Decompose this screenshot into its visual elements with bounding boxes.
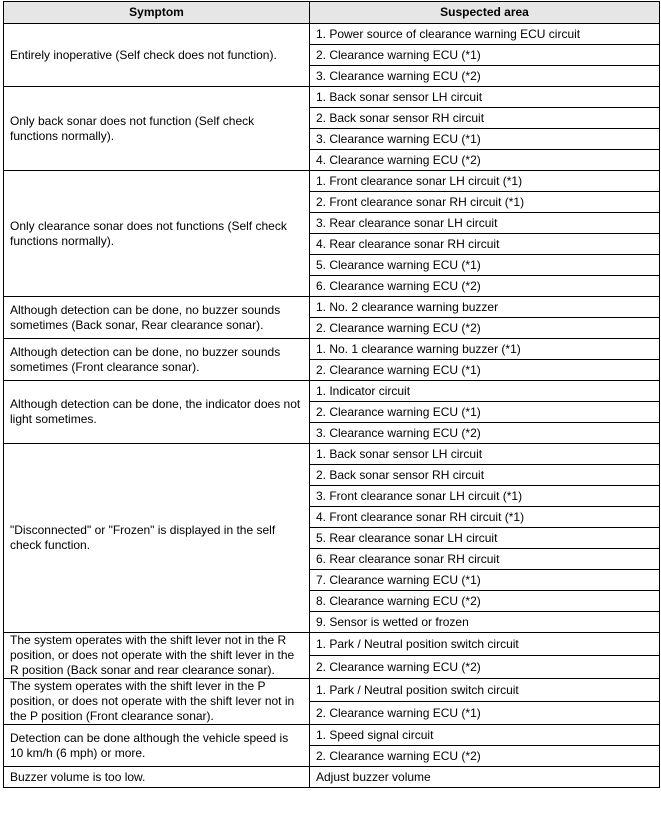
suspected-area-cell: 3. Clearance warning ECU (*2) xyxy=(310,66,660,87)
suspected-area-cell: 1. Back sonar sensor LH circuit xyxy=(310,444,660,465)
symptom-cell: The system operates with the shift lever not in the R position, or does not operate with the shift lever in the R position (Back sonar and rear clearance sonar). xyxy=(4,633,310,679)
symptom-cell: Although detection can be done, no buzzer sounds sometimes (Back sonar, Rear clearance sonar). xyxy=(4,297,310,339)
suspected-area-cell: 2. Clearance warning ECU (*2) xyxy=(310,746,660,767)
table-row xyxy=(4,87,660,108)
symptom-cell: Buzzer volume is too low. xyxy=(4,767,310,788)
suspected-area-cell: 3. Clearance warning ECU (*2) xyxy=(310,423,660,444)
suspected-area-cell: 1. Power source of clearance warning ECU circuit xyxy=(310,24,660,45)
table-row xyxy=(4,339,660,360)
suspected-area-cell: 9. Sensor is wetted or frozen xyxy=(310,612,660,633)
suspected-area-cell: 1. No. 2 clearance warning buzzer xyxy=(310,297,660,318)
header-row xyxy=(4,2,660,24)
symptom-cell: The system operates with the shift lever in the P position, or does not operate with the shift lever not in the P position (Front clearance sonar). xyxy=(4,679,310,725)
suspected-area-cell: 3. Clearance warning ECU (*1) xyxy=(310,129,660,150)
suspected-area-cell: 2. Front clearance sonar RH circuit (*1) xyxy=(310,192,660,213)
table-row xyxy=(4,24,660,45)
symptom-cell: Detection can be done although the vehicle speed is 10 km/h (6 mph) or more. xyxy=(4,725,310,767)
table-row xyxy=(4,381,660,402)
symptom-cell: Although detection can be done, the indicator does not light sometimes. xyxy=(4,381,310,444)
suspected-area-cell: 2. Clearance warning ECU (*1) xyxy=(310,360,660,381)
symptom-cell: Although detection can be done, no buzzer sounds sometimes (Front clearance sonar). xyxy=(4,339,310,381)
suspected-area-cell: 1. Park / Neutral position switch circuit xyxy=(310,633,660,656)
suspected-area-cell: 2. Back sonar sensor RH circuit xyxy=(310,108,660,129)
table-body xyxy=(4,24,660,788)
table-row xyxy=(4,679,660,702)
suspected-area-cell: 5. Rear clearance sonar LH circuit xyxy=(310,528,660,549)
suspected-area-cell: 2. Clearance warning ECU (*1) xyxy=(310,45,660,66)
table-row xyxy=(4,725,660,746)
table-row xyxy=(4,297,660,318)
suspected-area-cell: 1. Front clearance sonar LH circuit (*1) xyxy=(310,171,660,192)
suspected-area-cell: 2. Clearance warning ECU (*2) xyxy=(310,318,660,339)
table-row xyxy=(4,767,660,788)
suspected-area-cell: 7. Clearance warning ECU (*1) xyxy=(310,570,660,591)
suspected-area-cell: 6. Clearance warning ECU (*2) xyxy=(310,276,660,297)
suspected-area-column-header: Suspected area xyxy=(310,2,660,24)
symptom-cell: Only back sonar does not function (Self check functions normally). xyxy=(4,87,310,171)
suspected-area-cell: 6. Rear clearance sonar RH circuit xyxy=(310,549,660,570)
suspected-area-cell: 5. Clearance warning ECU (*1) xyxy=(310,255,660,276)
suspected-area-cell: 2. Back sonar sensor RH circuit xyxy=(310,465,660,486)
table-row xyxy=(4,444,660,465)
suspected-area-cell: 4. Front clearance sonar RH circuit (*1) xyxy=(310,507,660,528)
table-row xyxy=(4,633,660,656)
suspected-area-cell: 1. Park / Neutral position switch circuit xyxy=(310,679,660,702)
suspected-area-cell: 1. Indicator circuit xyxy=(310,381,660,402)
suspected-area-cell: 2. Clearance warning ECU (*2) xyxy=(310,656,660,679)
suspected-area-cell: 2. Clearance warning ECU (*1) xyxy=(310,402,660,423)
symptom-cell: Only clearance sonar does not functions (Self check functions normally). xyxy=(4,171,310,297)
symptom-cell: Entirely inoperative (Self check does not function). xyxy=(4,24,310,87)
troubleshooting-table xyxy=(3,1,660,788)
suspected-area-cell: 8. Clearance warning ECU (*2) xyxy=(310,591,660,612)
suspected-area-cell: 1. No. 1 clearance warning buzzer (*1) xyxy=(310,339,660,360)
table-row xyxy=(4,171,660,192)
suspected-area-cell: 1. Back sonar sensor LH circuit xyxy=(310,87,660,108)
symptom-column-header: Symptom xyxy=(4,2,310,24)
suspected-area-cell: 4. Clearance warning ECU (*2) xyxy=(310,150,660,171)
suspected-area-cell: 1. Speed signal circuit xyxy=(310,725,660,746)
suspected-area-cell: Adjust buzzer volume xyxy=(310,767,660,788)
suspected-area-cell: 2. Clearance warning ECU (*1) xyxy=(310,702,660,725)
suspected-area-cell: 4. Rear clearance sonar RH circuit xyxy=(310,234,660,255)
symptom-cell: "Disconnected" or "Frozen" is displayed in the self check function. xyxy=(4,444,310,633)
suspected-area-cell: 3. Rear clearance sonar LH circuit xyxy=(310,213,660,234)
suspected-area-cell: 3. Front clearance sonar LH circuit (*1) xyxy=(310,486,660,507)
